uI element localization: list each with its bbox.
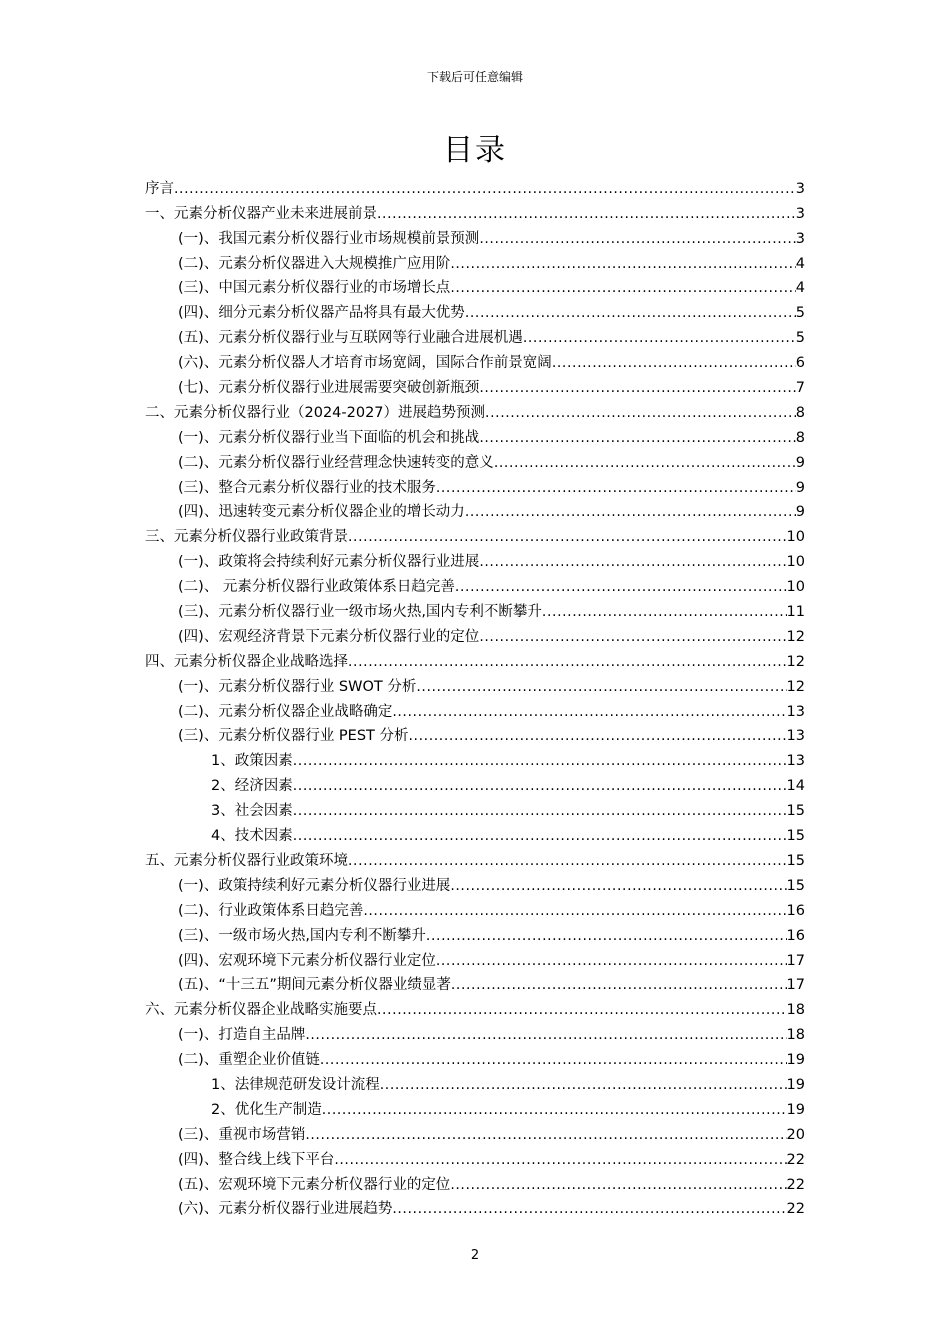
toc-dot-leader [293, 751, 787, 771]
toc-entry[interactable] [145, 697, 805, 722]
toc-dot-leader [348, 652, 787, 672]
toc-entry-text: 六、元素分析仪器企业战略实施要点 [145, 1002, 377, 1019]
toc-entry-page: 10 [786, 579, 805, 596]
toc-entry-page: 5 [795, 330, 805, 347]
toc-dot-leader [416, 677, 786, 697]
toc-entry-text: 五、元素分析仪器行业政策环境 [145, 852, 348, 869]
toc-entry-page: 18 [786, 1002, 805, 1019]
toc-dot-leader [542, 602, 787, 622]
toc-entry-page: 10 [786, 554, 805, 571]
toc-dot-leader [293, 776, 787, 796]
toc-dot-leader [380, 1075, 787, 1095]
toc-entry-text: 1、政策因素 [211, 753, 293, 770]
toc-entry-text: 1、法律规范研发设计流程 [211, 1076, 380, 1093]
toc-dot-leader [450, 1175, 786, 1195]
toc-entry-page: 16 [786, 902, 805, 919]
toc-dot-leader [485, 403, 796, 423]
toc-dot-leader [293, 801, 787, 821]
toc-entry-text: (四)、宏观环境下元素分析仪器行业定位 [178, 952, 436, 969]
toc-entry-page: 17 [786, 977, 805, 994]
toc-dot-leader [409, 726, 787, 746]
toc-entry-text: (五)、元素分析仪器行业与互联网等行业融合进展机遇 [178, 330, 523, 347]
toc-entry-page: 20 [786, 1126, 805, 1143]
toc-dot-leader [392, 702, 786, 722]
toc-entry[interactable] [145, 871, 805, 896]
toc-entry-page: 19 [786, 1101, 805, 1118]
header-note: 下载后可任意编辑 [426, 70, 523, 84]
toc-entry-text: (三)、重视市场营销 [178, 1126, 306, 1143]
toc-entry-text: (一)、我国元素分析仪器行业市场规模前景预测 [178, 230, 480, 247]
toc-entry[interactable] [145, 771, 805, 796]
toc-entry[interactable] [145, 821, 805, 846]
toc-entry-page: 10 [786, 529, 805, 546]
toc-entry-text: (四)、迅速转变元素分析仪器企业的增长动力 [178, 504, 465, 521]
toc-entry-page: 19 [786, 1076, 805, 1093]
toc-entry[interactable] [145, 1145, 805, 1170]
toc-entry-page: 17 [786, 952, 805, 969]
toc-entry-text: (三)、元素分析仪器行业 PEST 分析 [178, 728, 409, 745]
toc-dot-leader [479, 378, 795, 398]
toc-entry[interactable] [145, 373, 805, 398]
toc-dot-leader [450, 254, 795, 274]
toc-entry-text: 3、社会因素 [211, 803, 293, 820]
toc-entry-text: (二)、元素分析仪器行业经营理念快速转变的意义 [178, 454, 494, 471]
toc-dot-leader [174, 179, 796, 199]
toc-entry-text: 序言 [145, 180, 174, 197]
toc-entry-page: 9 [795, 504, 805, 521]
toc-dot-leader [450, 278, 795, 298]
toc-entry[interactable] [145, 174, 805, 199]
toc-entry[interactable] [145, 1045, 805, 1070]
toc-dot-leader [523, 328, 796, 348]
toc-entry[interactable] [145, 298, 805, 323]
toc-entry-text: (二)、元素分析仪器进入大规模推广应用阶 [178, 255, 451, 272]
toc-entry-text: (一)、政策将会持续利好元素分析仪器行业进展 [178, 554, 480, 571]
toc-dot-leader [334, 1150, 786, 1170]
toc-entry-text: (四)、细分元素分析仪器产品将具有最大优势 [178, 305, 465, 322]
toc-entry-page: 3 [795, 230, 805, 247]
toc-entry[interactable] [145, 946, 805, 971]
toc-entry-page: 15 [786, 828, 805, 845]
toc-entry-page: 22 [786, 1151, 805, 1168]
toc-entry[interactable] [145, 348, 805, 373]
toc-entry-page: 4 [795, 255, 805, 272]
toc-entry[interactable] [145, 896, 805, 921]
toc-entry-page: 9 [795, 454, 805, 471]
toc-entry-page: 8 [795, 404, 805, 421]
toc-entry-page: 13 [786, 728, 805, 745]
toc-entry[interactable] [145, 746, 805, 771]
toc-entry[interactable] [145, 572, 805, 597]
toc-entry[interactable] [145, 672, 805, 697]
toc-entry[interactable] [145, 796, 805, 821]
toc-entry[interactable] [145, 522, 805, 547]
page-number: 2 [470, 1248, 480, 1263]
toc-entry-page: 15 [786, 877, 805, 894]
toc-entry-text: (四)、整合线上线下平台 [178, 1151, 335, 1168]
toc-entry[interactable] [145, 224, 805, 249]
toc-entry[interactable] [145, 398, 805, 423]
toc-entry-page: 11 [786, 604, 805, 621]
toc-entry[interactable] [145, 647, 805, 672]
toc-dot-leader [377, 204, 796, 224]
toc-entry-page: 13 [786, 703, 805, 720]
toc-entry-page: 16 [786, 927, 805, 944]
toc-entry[interactable] [145, 1020, 805, 1045]
toc-entry[interactable] [145, 199, 805, 224]
toc-dot-leader [436, 951, 787, 971]
toc-entry-text: (六)、元素分析仪器行业进展趋势 [178, 1201, 393, 1218]
toc-entry-text: (二)、行业政策体系日趋完善 [178, 902, 364, 919]
toc-entry[interactable] [145, 323, 805, 348]
toc-entry-text: 四、元素分析仪器企业战略选择 [145, 653, 348, 670]
toc-entry-text: (五)、宏观环境下元素分析仪器行业的定位 [178, 1176, 451, 1193]
toc-entry-text: (七)、元素分析仪器行业进展需要突破创新瓶颈 [178, 380, 480, 397]
toc-dot-leader [479, 229, 795, 249]
toc-entry[interactable] [145, 423, 805, 448]
toc-entry[interactable] [145, 274, 805, 299]
toc-entry[interactable] [145, 995, 805, 1020]
toc-entry-text: 三、元素分析仪器行业政策背景 [145, 529, 348, 546]
toc-dot-leader [465, 502, 796, 522]
toc-dot-leader [377, 1000, 787, 1020]
toc-dot-leader [426, 926, 787, 946]
toc-entry-text: (三)、中国元素分析仪器行业的市场增长点 [178, 280, 451, 297]
table-of-contents [145, 174, 805, 1219]
toc-entry[interactable] [145, 597, 805, 622]
toc-dot-leader [479, 552, 786, 572]
toc-entry[interactable] [145, 1170, 805, 1195]
toc-entry[interactable] [145, 846, 805, 871]
toc-dot-leader [455, 577, 787, 597]
toc-entry[interactable] [145, 722, 805, 747]
toc-dot-leader [494, 453, 796, 473]
toc-entry-text: (一)、打造自主品牌 [178, 1027, 306, 1044]
toc-dot-leader [348, 851, 787, 871]
toc-dot-leader [392, 1199, 786, 1219]
toc-entry[interactable] [145, 1195, 805, 1220]
toc-entry-page: 13 [786, 753, 805, 770]
toc-entry-page: 22 [786, 1201, 805, 1218]
toc-entry-text: (四)、宏观经济背景下元素分析仪器行业的定位 [178, 628, 480, 645]
toc-entry-text: (三)、一级市场火热,国内专利不断攀升 [178, 927, 426, 944]
toc-dot-leader [552, 353, 796, 373]
toc-dot-leader [320, 1050, 787, 1070]
toc-entry-page: 7 [795, 380, 805, 397]
toc-dot-leader [479, 627, 786, 647]
toc-entry-page: 9 [795, 479, 805, 496]
toc-entry-page: 15 [786, 852, 805, 869]
toc-entry[interactable] [145, 1120, 805, 1145]
toc-entry-text: (五)、“十三五”期间元素分析仪器业绩显著 [178, 977, 451, 994]
toc-entry-page: 8 [795, 429, 805, 446]
toc-entry-text: 2、经济因素 [211, 778, 293, 795]
toc-dot-leader [479, 428, 795, 448]
toc-entry-page: 3 [795, 205, 805, 222]
toc-entry[interactable] [145, 249, 805, 274]
toc-dot-leader [436, 478, 796, 498]
toc-entry-page: 19 [786, 1052, 805, 1069]
toc-dot-leader [450, 876, 786, 896]
toc-entry[interactable] [145, 473, 805, 498]
toc-entry-text: (一)、元素分析仪器行业当下面临的机会和挑战 [178, 429, 480, 446]
toc-dot-leader [348, 527, 787, 547]
toc-entry-text: (一)、政策持续利好元素分析仪器行业进展 [178, 877, 451, 894]
toc-dot-leader [363, 901, 786, 921]
toc-entry-page: 5 [795, 305, 805, 322]
toc-dot-leader [322, 1100, 787, 1120]
toc-entry[interactable] [145, 1070, 805, 1095]
toc-entry[interactable] [145, 921, 805, 946]
toc-entry-page: 3 [795, 180, 805, 197]
toc-dot-leader [305, 1125, 786, 1145]
toc-entry-text: (六)、元素分析仪器人才培育市场宽阔，国际合作前景宽阔 [178, 355, 552, 372]
toc-entry-page: 18 [786, 1027, 805, 1044]
toc-entry-text: 一、元素分析仪器产业未来进展前景 [145, 205, 377, 222]
toc-entry-page: 22 [786, 1176, 805, 1193]
toc-entry-page: 4 [795, 280, 805, 297]
toc-entry[interactable] [145, 622, 805, 647]
toc-entry-text: 2、优化生产制造 [211, 1101, 322, 1118]
toc-title: 目录 [443, 133, 507, 168]
toc-entry-page: 12 [786, 678, 805, 695]
toc-entry-text: (二)、 元素分析仪器行业政策体系日趋完善 [178, 579, 455, 596]
toc-entry-page: 15 [786, 803, 805, 820]
toc-dot-leader [465, 303, 796, 323]
toc-entry-text: (三)、整合元素分析仪器行业的技术服务 [178, 479, 436, 496]
toc-dot-leader [293, 826, 787, 846]
toc-entry-page: 12 [786, 653, 805, 670]
toc-entry-text: (二)、元素分析仪器企业战略确定 [178, 703, 393, 720]
toc-entry[interactable] [145, 498, 805, 523]
toc-entry[interactable] [145, 1095, 805, 1120]
toc-entry[interactable] [145, 448, 805, 473]
toc-entry[interactable] [145, 547, 805, 572]
toc-entry-page: 12 [786, 628, 805, 645]
toc-dot-leader [451, 975, 787, 995]
toc-entry-text: (三)、元素分析仪器行业一级市场火热,国内专利不断攀升 [178, 604, 542, 621]
toc-entry-page: 6 [795, 355, 805, 372]
toc-entry-text: 4、技术因素 [211, 828, 293, 845]
toc-entry[interactable] [145, 971, 805, 996]
toc-dot-leader [305, 1025, 786, 1045]
toc-entry-page: 14 [786, 778, 805, 795]
toc-entry-text: (二)、重塑企业价值链 [178, 1052, 320, 1069]
toc-entry-text: (一)、元素分析仪器行业 SWOT 分析 [178, 678, 417, 695]
toc-entry-text: 二、元素分析仪器行业（2024-2027）进展趋势预测 [145, 404, 486, 421]
